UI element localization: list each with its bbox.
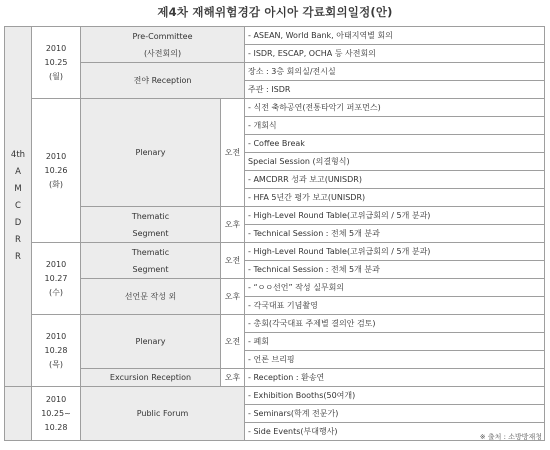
detail-item: - 폐회	[245, 333, 545, 351]
detail-item: - Exhibition Booths(50여개)	[245, 387, 545, 405]
table-row	[5, 315, 545, 333]
detail-item: - Technical Session : 전체 5개 분과	[245, 261, 545, 279]
detail-item: - 각국대표 기념촬영	[245, 297, 545, 315]
date-cell: 2010 10.27 (수)	[32, 243, 81, 315]
table-row	[5, 279, 545, 297]
detail-item: - Reception : 환송연	[245, 369, 545, 387]
time-pm: 오후	[221, 279, 245, 315]
detail-item: - 식전 축하공연(전통타악기 퍼포먼스)	[245, 99, 545, 117]
time-am: 오전	[221, 243, 245, 279]
detail-item: - AMCDRR 성과 보고(UNISDR)	[245, 171, 545, 189]
event-side-label: 4th A M C D R R	[5, 27, 32, 387]
detail-item: Special Session (의결형식)	[245, 153, 545, 171]
detail-item: - 개회식	[245, 117, 545, 135]
table-row	[5, 369, 545, 387]
date-cell: 2010 10.28 (목)	[32, 315, 81, 387]
time-pm: 오후	[221, 207, 245, 243]
table-row	[5, 207, 545, 225]
session-public-forum: Public Forum	[81, 387, 245, 441]
detail-item: 장소 : 3층 회의실/전시실	[245, 63, 545, 81]
time-pm: 오후	[221, 369, 245, 387]
page-title: 제4차 재해위험경감 아시아 각료회의일정(안)	[157, 5, 393, 19]
table-row	[5, 27, 545, 45]
detail-item: 주관 : ISDR	[245, 81, 545, 99]
detail-item: - Technical Session : 전체 5개 분과	[245, 225, 545, 243]
detail-item: - Side Events(부대행사)	[245, 423, 545, 441]
session-thematic-segment: Thematic Segment	[81, 207, 221, 243]
detail-item: - High-Level Round Table(고위급회의 / 5개 분과)	[245, 207, 545, 225]
session-plenary: Plenary	[81, 99, 221, 207]
table-row	[5, 387, 545, 405]
time-am: 오전	[221, 99, 245, 207]
table-row	[5, 243, 545, 261]
detail-item: - Seminars(학계 전문가)	[245, 405, 545, 423]
detail-item: - HFA 5년간 평가 보고(UNISDR)	[245, 189, 545, 207]
time-am: 오전	[221, 315, 245, 369]
detail-item: - ISDR, ESCAP, OCHA 등 사전회의	[245, 45, 545, 63]
session-drafting: 선언문 작성 외	[81, 279, 221, 315]
date-cell: 2010 10.25 (월)	[32, 27, 81, 99]
detail-item: - “ㅇㅇ선언” 작성 실무회의	[245, 279, 545, 297]
session-reception: 전야 Reception	[81, 63, 245, 99]
session-excursion-reception: Excursion Reception	[81, 369, 221, 387]
detail-item: - 총회(각국대표 주제별 결의안 검토)	[245, 315, 545, 333]
date-cell: 2010 10.26 (화)	[32, 99, 81, 243]
table-row	[5, 63, 545, 81]
session-plenary: Plenary	[81, 315, 221, 369]
detail-item: - High-Level Round Table(고위급회의 / 5개 분과)	[245, 243, 545, 261]
table-row	[5, 99, 545, 117]
schedule-table	[4, 26, 545, 441]
detail-item: - 언론 브리핑	[245, 351, 545, 369]
session-pre-committee: Pre-Committee (사전회의)	[81, 27, 245, 63]
detail-item: - Coffee Break	[245, 135, 545, 153]
date-cell: 2010 10.25~ 10.28	[32, 387, 81, 441]
side-blank	[5, 387, 32, 441]
detail-item: - ASEAN, World Bank, 아태지역별 회의	[245, 27, 545, 45]
source-note: ※ 출처 : 소방방재청	[479, 433, 542, 441]
session-thematic-segment: Thematic Segment	[81, 243, 221, 279]
